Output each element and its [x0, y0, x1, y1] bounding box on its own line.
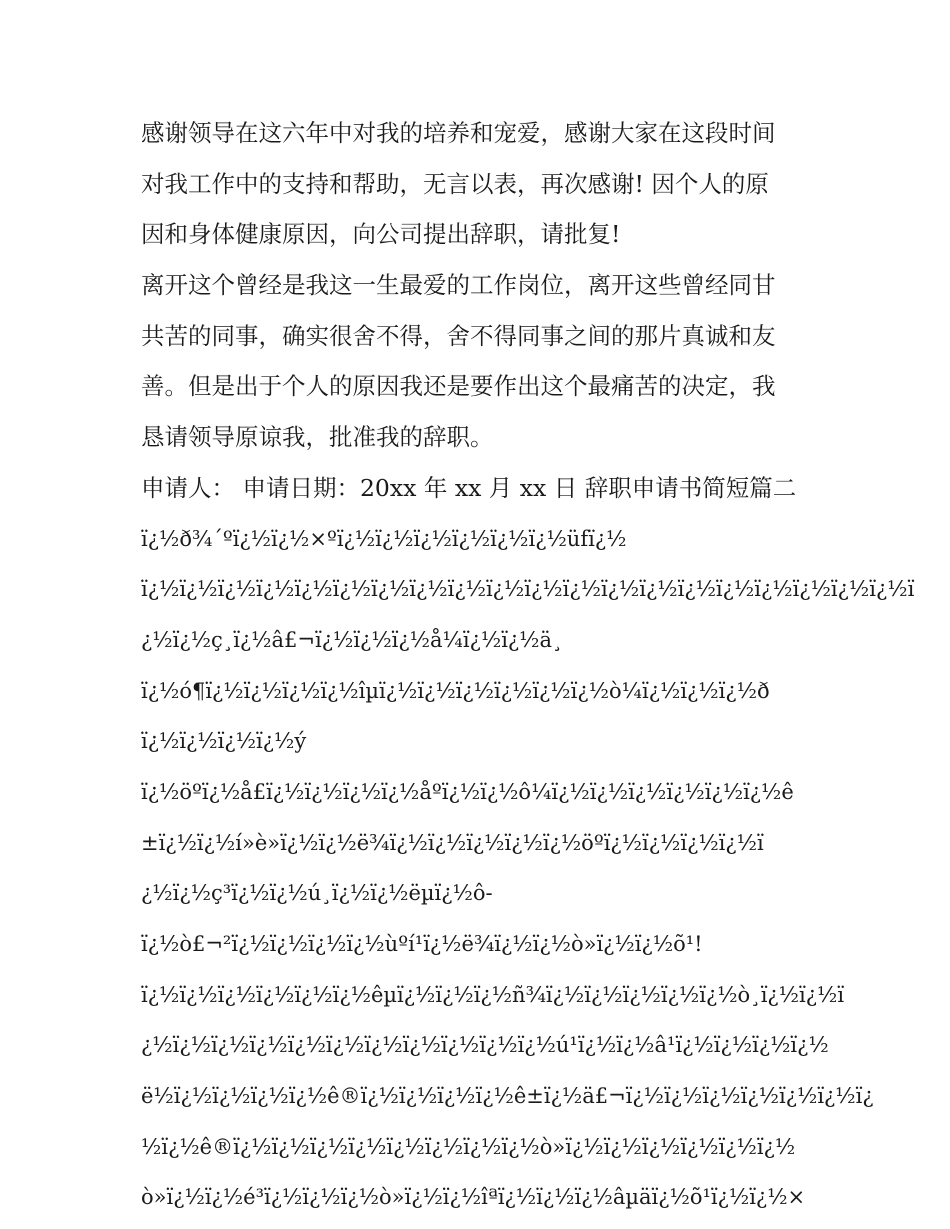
paragraph-line: 对我工作中的支持和帮助，无言以表，再次感谢! 因个人的原	[141, 169, 769, 198]
garbled-text-line: ï¿½ó¶ï¿½ï¿½ï¿½ï¿½îµï¿½ï¿½ï¿½ï¿½ï¿½ï¿½ò¼ï¿½ï¿½ï¿½ð	[141, 678, 770, 703]
garbled-text-line: ï¿½ò£¬²ï¿½ï¿½ï¿½ï¿½ùºí¹ï¿½ë¾ï¿½ï¿½ò»ï¿½ï¿½õ¹!	[141, 932, 703, 956]
garbled-text-line: ¿½ï¿½ç³ï¿½ï¿½ú¸ï¿½ï¿½ëµï¿½ô-	[141, 881, 493, 906]
garbled-text-line: ï¿½ï¿½ï¿½ï¿½ý	[141, 729, 307, 754]
garbled-text-line: ¿½ï¿½ç¸ï¿½â£¬ï¿½ï¿½ï¿½å¼ï¿½ï¿½ä¸	[141, 627, 563, 652]
paragraph-line: 恳请领导原谅我，批准我的辞职。	[141, 423, 494, 452]
paragraph-line: 善。但是出于个人的原因我还是要作出这个最痛苦的决定，我	[141, 372, 776, 401]
garbled-text-line: ¿½ï¿½ï¿½ï¿½ï¿½ï¿½ï¿½ï¿½ï¿½ï¿½ï¿½ú¹ï¿½ï¿½â¹ï¿½ï¿½ï¿½ï¿½	[141, 1033, 829, 1058]
garbled-text-line: ½ï¿½ê®ï¿½ï¿½ï¿½ï¿½ï¿½ï¿½ï¿½ï¿½ò»ï¿½ï¿½ï¿½ï¿½ï¿½ï¿½	[141, 1134, 796, 1159]
garbled-text-line: ë½ï¿½ï¿½ï¿½ï¿½ê®ï¿½ï¿½ï¿½ï¿½ê±ï¿½ä£¬ï¿½ï¿½ï¿½ï¿½ï¿½ï¿½ï¿	[141, 1084, 874, 1109]
applicant-date-line: 申请人： 申请日期：20xx 年 xx 月 xx 日 辞职申请书简短篇二	[141, 473, 797, 502]
garbled-text-line: ï¿½öºï¿½å£ï¿½ï¿½ï¿½ï¿½åºï¿½ï¿½ô¼ï¿½ï¿½ï¿½ï¿½ï¿½ï¿½ê	[141, 779, 794, 804]
garbled-text-line: ±ï¿½ï¿½í»è»ï¿½ï¿½ë¾ï¿½ï¿½ï¿½ï¿½ï¿½öºï¿½ï¿½ï¿½ï¿½ï	[141, 830, 764, 855]
paragraph-line: 共苦的同事，确实很舍不得，舍不得同事之间的那片真诚和友	[141, 321, 776, 350]
garbled-text-line: ò»ï¿½ï¿½é³ï¿½ï¿½ï¿½ò»ï¿½ï¿½îªï¿½ï¿½ï¿½âµäï¿½õ¹ï¿½ï¿½×	[141, 1185, 806, 1210]
document-body	[141, 108, 915, 1223]
garbled-text-line: ï¿½ï¿½ï¿½ï¿½ï¿½ï¿½ï¿½ï¿½ï¿½ï¿½ï¿½ï¿½ï¿½ï¿½ï¿½ï¿½ï¿½ï¿½ï¿½ï¿½ï	[141, 577, 915, 602]
paragraph-line: 因和身体健康原因，向公司提出辞职，请批复!	[141, 220, 621, 249]
garbled-text-line: ï¿½ð¾´ºï¿½ï¿½×ºï¿½ï¿½ï¿½ï¿½ï¿½ï¿½üfï¿½	[141, 526, 627, 551]
garbled-text-line: ï¿½ï¿½ï¿½ï¿½ï¿½ï¿½êµï¿½ï¿½ï¿½ñ¾ï¿½ï¿½ï¿½ï¿½ï¿½ò¸ï¿½ï¿½ï	[141, 982, 845, 1007]
paragraph-line: 感谢领导在这六年中对我的培养和宠爱，感谢大家在这段时间	[141, 119, 776, 147]
paragraph-line: 离开这个曾经是我这一生最爱的工作岗位，离开这些曾经同甘	[141, 271, 776, 300]
